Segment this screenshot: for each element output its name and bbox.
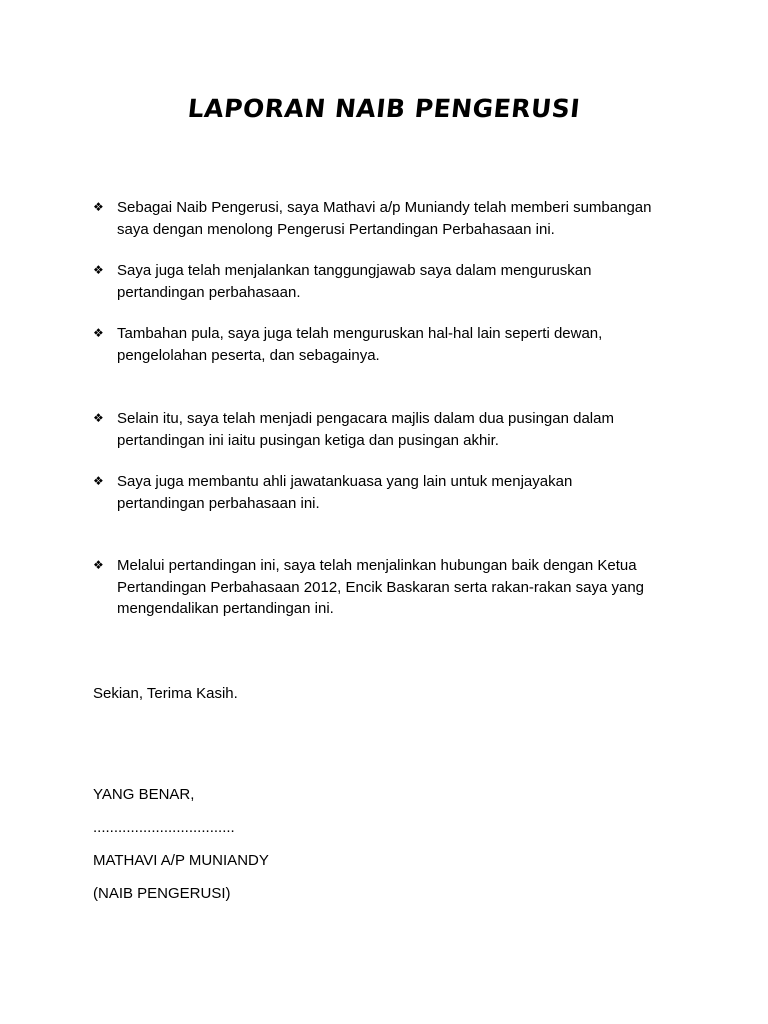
- bullet-item: [93, 471, 693, 514]
- signature-line: ..................................: [93, 819, 235, 836]
- diamond-bullet-icon: ❖: [93, 411, 104, 425]
- closing-line: Sekian, Terima Kasih.: [93, 685, 238, 702]
- signer-role: (NAIB PENGERUSI): [93, 885, 231, 902]
- bullet-text: Sebagai Naib Pengerusi, saya Mathavi a/p Muniandy telah memberi sumbangan saya dengan menolong Pengerusi Pertandingan Perbahasaan ini.: [117, 199, 652, 238]
- bullet-text: Saya juga telah menjalankan tanggungjawab saya dalam menguruskan pertandingan perbahasaan.: [117, 262, 592, 301]
- diamond-bullet-icon: ❖: [93, 474, 104, 488]
- diamond-bullet-icon: ❖: [93, 200, 104, 214]
- bullet-item: [93, 260, 693, 303]
- diamond-bullet-icon: ❖: [93, 558, 104, 572]
- bullet-text: Melalui pertandingan ini, saya telah menjalinkan hubungan baik dengan Ketua Pertandingan Perbahasaan 2012, Encik Baskaran serta rakan-rakan saya yang mengendalikan pertandingan ini.: [117, 557, 644, 617]
- diamond-bullet-icon: ❖: [93, 263, 104, 277]
- bullet-item: [93, 323, 693, 366]
- bullet-text: Selain itu, saya telah menjadi pengacara majlis dalam dua pusingan dalam pertandingan ini iaitu pusingan ketiga dan pusingan akhir.: [117, 410, 614, 449]
- bullet-item: [93, 197, 693, 240]
- signer-name: MATHAVI A/P MUNIANDY: [93, 852, 269, 869]
- bullet-item: [93, 408, 693, 451]
- diamond-bullet-icon: ❖: [93, 326, 104, 340]
- bullet-text: Saya juga membantu ahli jawatankuasa yang lain untuk menjayakan pertandingan perbahasaan ini.: [117, 473, 573, 512]
- document-title: LAPORAN NAIB PENGERUSI: [186, 94, 582, 123]
- bullet-item: [93, 555, 693, 620]
- bullet-text: Tambahan pula, saya juga telah menguruskan hal-hal lain seperti dewan, pengelolahan peserta, dan sebagainya.: [117, 325, 603, 364]
- signoff-line: YANG BENAR,: [93, 786, 195, 803]
